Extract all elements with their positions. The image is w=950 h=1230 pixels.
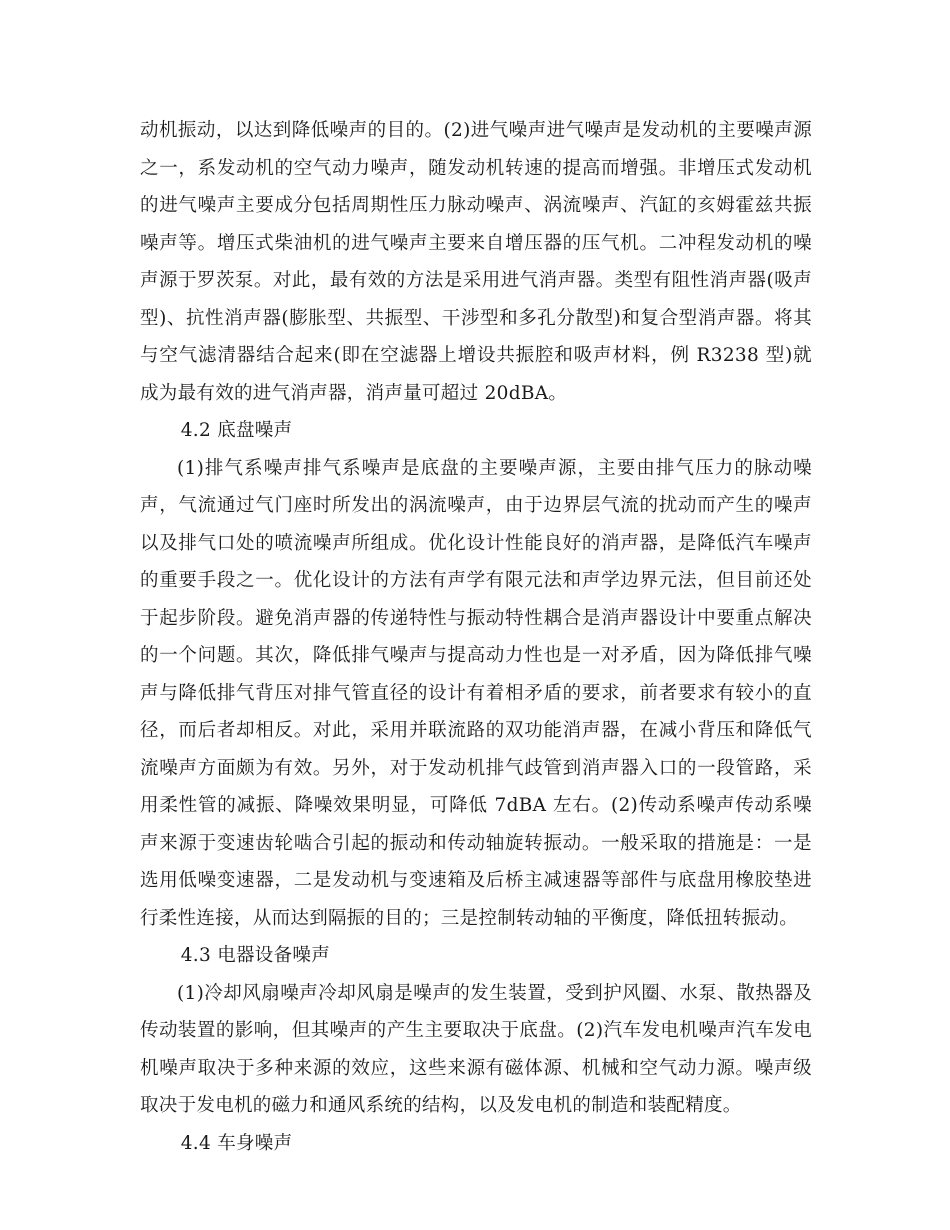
paragraph-intake-noise: 动机振动，以达到降低噪声的目的。(2)进气噪声进气噪声是发动机的主要噪声源之一，系发动机的空气动力噪声，随发动机转速的提高而增强。非增压式发动机的进气噪声主要成分包括周期性压力脉动噪声、涡流噪声、汽缸的亥姆霍兹共振噪声等。增压式柴油机的进气噪声主要来自增压器的压气机。二冲程发动机的噪声源于罗茨泵。对此，最有效的方法是采用进气消声器。类型有阻性消声器(吸声型)、抗性消声器(膨胀型、共振型、干涉型和多孔分散型)和复合型消声器。将其与空气滤清器结合起来(即在空滤器上增设共振腔和吸声材料，例 R3238 型)就成为最有效的进气消声器，消声量可超过 20dBA。 (140, 120, 812, 404)
paragraph-electrical-noise: (1)冷却风扇噪声冷却风扇是噪声的发生装置，受到护风圈、水泵、散热器及传动装置的影响，但其噪声的产生主要取决于底盘。(2)汽车发电机噪声汽车发电机噪声取决于多种来源的效应，这些来源有磁体源、机械和空气动力源。噪声级取决于发电机的磁力和通风系统的结构，以及发电机的制造和装配精度。 (140, 982, 812, 1116)
document-body (140, 112, 812, 1162)
section-heading-4-4: 4.4 车身噪声 (180, 1132, 293, 1154)
section-heading-4-3: 4.3 电器设备噪声 (180, 945, 330, 966)
paragraph-chassis-noise: (1)排气系噪声排气系噪声是底盘的主要噪声源，主要由排气压力的脉动噪声，气流通过气门座时所发出的涡流噪声，由于边界层气流的扰动而产生的噪声以及排气口处的喷流噪声所组成。优化设计性能良好的消声器，是降低汽车噪声的重要手段之一。优化设计的方法有声学有限元法和声学边界元法，但目前还处于起步阶段。避免消声器的传递特性与振动特性耦合是消声器设计中要重点解决的一个问题。其次，降低排气噪声与提高动力性也是一对矛盾，因为降低排气噪声与降低排气背压对排气管直径的设计有着相矛盾的要求，前者要求有较小的直径，而后者却相反。对此，采用并联流路的双功能消声器，在减小背压和降低气流噪声方面颇为有效。另外，对于发动机排气歧管到消声器入口的一段管路，采用柔性管的减振、降噪效果明显，可降低 7dBA 左右。(2)传动系噪声传动系噪声来源于变速齿轮啮合引起的振动和传动轴旋转振动。一般采取的措施是：一是选用低噪变速器，二是发动机与变速箱及后桥主减速器等部件与底盘用橡胶垫进行柔性连接，从而达到隔振的目的；三是控制转动轴的平衡度，降低扭转振动。 (140, 457, 812, 929)
section-heading-4-2: 4.2 底盘噪声 (180, 420, 293, 441)
